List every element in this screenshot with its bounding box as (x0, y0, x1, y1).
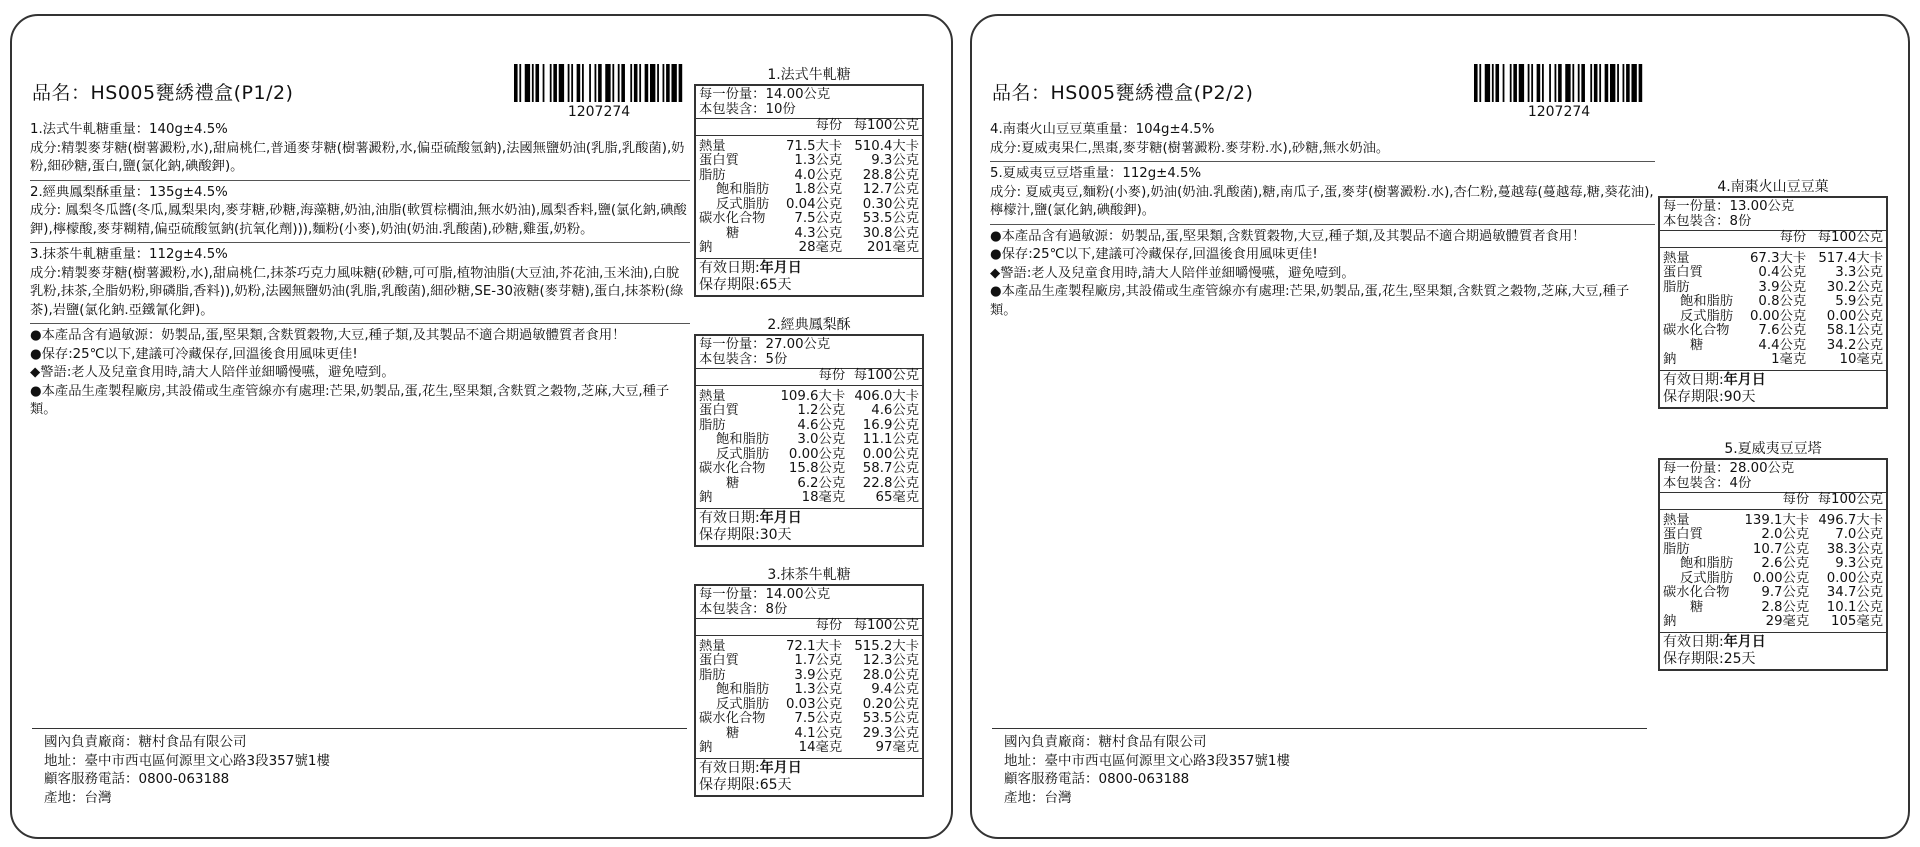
nutrition-row: 鈉 1毫克 10毫克 (1663, 352, 1883, 367)
allergen-note: ●本產品含有過敏源：奶製品,蛋,堅果類,含麩質穀物,大豆,種子類,及其製品不適合期過敏體質者食用！ (990, 228, 1586, 244)
nutrition-panel (694, 566, 924, 797)
barcode-bar (519, 64, 521, 102)
nutrition-box (694, 584, 924, 797)
barcode-bar (650, 64, 655, 102)
nutrition-row: 飽和脂肪 2.6公克 9.3公克 (1680, 556, 1883, 571)
barcode-bar (577, 64, 581, 102)
nutrition-row: 碳水化合物 15.8公克 58.7公克 (699, 461, 919, 476)
nutrition-row: 鈉 18毫克 65毫克 (699, 490, 919, 505)
nutrition-row: 飽和脂肪 0.8公克 5.9公克 (1680, 294, 1883, 309)
barcode-bar (582, 64, 584, 102)
barcode-bar (1485, 64, 1490, 102)
barcode-bar (1474, 64, 1478, 102)
nutrition-panel (1658, 178, 1888, 409)
product-title: 品名：HS005甕綉禮盒(P1/2) (32, 82, 294, 104)
nutrition-row: 脂肪 3.9公克 28.0公克 (699, 667, 919, 683)
col-per-serving: 每份 (1739, 493, 1812, 509)
barcode-bar (1503, 64, 1505, 102)
servings-per-pack: 本包裝含：8份 (699, 602, 788, 617)
barcode-bar (630, 64, 632, 102)
serving-size: 每一份量：28.00公克 (1663, 461, 1795, 476)
storage-note: ●保存:25℃以下,建議可冷藏保存,回溫後食用風味更佳! (30, 346, 358, 362)
barcode-number: 1207274 (567, 104, 631, 120)
label-card-left (10, 14, 953, 839)
ingredient-heading: 5.夏威夷豆豆塔重量：112g±4.5% (990, 166, 1202, 181)
serving-size: 每一份量：14.00公克 (699, 87, 831, 102)
servings-per-pack: 本包裝含：5份 (699, 352, 788, 367)
barcode-bar (1558, 64, 1562, 102)
barcode-bar (1581, 64, 1585, 102)
notes (990, 227, 1655, 321)
barcode-bar (634, 64, 638, 102)
nutrition-row: 碳水化合物 7.6公克 58.1公克 (1663, 323, 1883, 338)
nutrition-row: 糖 4.4公克 34.2公克 (1690, 337, 1883, 353)
nutrition-row: 糖 4.1公克 29.3公克 (726, 725, 919, 741)
ingredient-block (30, 183, 690, 244)
nutrition-row: 脂肪 4.6公克 16.9公克 (699, 417, 919, 433)
expiry-date: 有效日期:年月日 (699, 259, 802, 276)
barcode-bar (1495, 64, 1499, 102)
product-title: 品名：HS005甕綉禮盒(P2/2) (992, 82, 1254, 104)
barcode-bar (1542, 64, 1544, 102)
nutrition-product-name: 4.南棗火山豆豆菓 (1717, 179, 1829, 195)
nutrition-row: 蛋白質 2.0公克 7.0公克 (1663, 527, 1883, 542)
barcode-bar (543, 64, 545, 102)
ingredient-block (30, 120, 690, 181)
col-per-serving: 每份 (775, 369, 848, 385)
servings-per-pack: 本包裝含：10份 (699, 102, 796, 117)
barcode-bar (1555, 64, 1557, 102)
barcode-bar (1537, 64, 1541, 102)
shelf-life: 保存期限:65天 (699, 276, 792, 293)
col-per-100g: 每100公克 (848, 369, 922, 385)
warning-note: ◆警語:老人及兒童食用時,請大人陪伴並細嚼慢嚥，避免噎到。 (30, 365, 395, 380)
barcode-number: 1207274 (1527, 104, 1591, 120)
barcode-bar (1610, 64, 1615, 102)
nutrition-row: 反式脂肪 0.04公克 0.30公克 (716, 196, 919, 212)
expiry-date: 有效日期:年月日 (1663, 371, 1766, 388)
barcode-icon (514, 64, 684, 102)
notes (30, 326, 690, 420)
serving-size: 每一份量：14.00公克 (699, 587, 831, 602)
barcode-bar (605, 64, 610, 102)
ingredient-text: 成分: 鳳梨冬瓜醬(冬瓜,鳳梨果肉,麥芽糖,砂糖,海藻糖,奶油,油脂(軟質棕櫚油,無水奶油),鳳梨香料,鹽(氯化鈉,碘酸鉀),檸檬酸,麥芽糊精,偏亞硫酸氫鈉(抗氧化劑))),麵粉(小麥),奶油(奶油.乳酸菌),砂糖,雞蛋,奶粉。 (30, 203, 687, 237)
nutrition-row: 熱量 109.6大卡 406.0大卡 (699, 388, 919, 404)
shelf-life: 保存期限:25天 (1663, 650, 1756, 667)
barcode-bar (1639, 64, 1643, 102)
barcode-bar (589, 64, 591, 102)
nutrition-product-name: 1.法式牛軋糖 (767, 67, 851, 83)
nutrition-product-name: 5.夏威夷豆豆塔 (1724, 441, 1822, 457)
barcode-bar (618, 64, 620, 102)
nutrition-row: 熱量 71.5大卡 510.4大卡 (699, 138, 919, 154)
nutrition-table (1660, 493, 1886, 632)
barcode-bar (525, 64, 530, 102)
col-per-serving: 每份 (778, 619, 845, 635)
barcode-bar (1565, 64, 1570, 102)
ingredient-text: 成分:精製麥芽糖(樹薯澱粉,水),甜扁桃仁,抹茶巧克力風味糖(砂糖,可可脂,植物油脂(大豆油,芥花油,玉米油),白脫乳粉,抹茶,全脂奶粉,卵磷脂,香料)),奶粉,法國無鹽奶油(乳脂,乳酸菌),細砂糖,SE-30液糖(麥芽糖),蛋白,抹茶粉(綠茶),岩鹽(氯化鈉.亞鐵氰化鉀)。 (30, 265, 684, 318)
ingredient-list (30, 120, 690, 420)
col-per-100g: 每100公克 (845, 619, 922, 635)
ingredient-text: 成分:精製麥芽糖(樹薯澱粉,水),甜扁桃仁,普通麥芽糖(樹薯澱粉,水,偏亞硫酸氫鈉),法國無鹽奶油(乳脂,乳酸菌),奶粉,細砂糖,蛋白,鹽(氯化鈉,碘酸鉀)。 (30, 140, 685, 174)
label-card-right (970, 14, 1910, 839)
manufacturer-info (992, 728, 1647, 807)
barcode-bar (514, 64, 518, 102)
nutrition-row: 鈉 14毫克 97毫克 (699, 740, 919, 755)
nutrition-row: 飽和脂肪 3.0公克 11.1公克 (716, 432, 919, 447)
origin: 產地：台灣 (1004, 789, 1072, 806)
barcode-bar (571, 64, 573, 102)
nutrition-panel (694, 66, 924, 297)
nutrition-product-name: 3.抹茶牛軋糖 (767, 567, 851, 583)
serving-size: 每一份量：27.00公克 (699, 337, 831, 352)
col-per-100g: 每100公克 (1812, 493, 1886, 509)
nutrition-product-name: 2.經典鳳梨酥 (767, 317, 851, 333)
facility-note: ●本產品生產製程廠房,其設備或生產管線亦有處理:芒果,奶製品,蛋,花生,堅果類,含麩質之穀物,芝麻,大豆,種子類。 (990, 284, 1630, 318)
expiry-date: 有效日期:年月日 (699, 509, 802, 526)
nutrition-table (696, 619, 922, 758)
barcode-bar (1617, 64, 1619, 102)
origin: 產地：台灣 (44, 789, 112, 806)
nutrition-table (696, 119, 922, 258)
barcode-bar (657, 64, 659, 102)
barcode-bar (598, 64, 602, 102)
barcode-bar (1519, 64, 1524, 102)
storage-note: ●保存:25℃以下,建議可冷藏保存,回溫後食用風味更佳! (990, 247, 1318, 262)
nutrition-row: 脂肪 10.7公克 38.3公克 (1663, 541, 1883, 557)
nutrition-row: 反式脂肪 0.03公克 0.20公克 (716, 696, 919, 712)
nutrition-row: 碳水化合物 9.7公克 34.7公克 (1663, 585, 1883, 600)
nutrition-row: 熱量 67.3大卡 517.4大卡 (1663, 250, 1883, 266)
barcode-bar (1549, 64, 1551, 102)
barcode-bar (553, 64, 557, 102)
barcode-bar (559, 64, 564, 102)
barcode-bar (666, 64, 670, 102)
nutrition-row: 反式脂肪 0.00公克 0.00公克 (1680, 570, 1883, 586)
barcode-bar (671, 64, 676, 102)
ingredient-heading: 3.抹茶牛軋糖重量：112g±4.5% (30, 247, 228, 262)
barcode-bar (1531, 64, 1533, 102)
nutrition-row: 糖 2.8公克 10.1公克 (1690, 599, 1883, 615)
nutrition-row: 鈉 28毫克 201毫克 (699, 240, 919, 255)
barcode-bar (1623, 64, 1625, 102)
nutrition-panel (1658, 440, 1888, 671)
nutrition-row: 碳水化合物 7.5公克 53.5公克 (699, 211, 919, 226)
nutrition-row: 反式脂肪 0.00公克 0.00公克 (1680, 308, 1883, 324)
nutrition-row: 糖 4.3公克 30.8公克 (726, 225, 919, 241)
barcode-bar (1605, 64, 1609, 102)
barcode-bar (639, 64, 641, 102)
nutrition-row: 熱量 139.1大卡 496.7大卡 (1663, 512, 1883, 528)
barcode-bar (1631, 64, 1636, 102)
barcode-bar (532, 64, 534, 102)
nutrition-row: 脂肪 4.0公克 28.8公克 (699, 167, 919, 183)
ingredient-text: 成分:夏威夷果仁,黑棗,麥芽糖(樹薯澱粉.麥芽粉.水),砂糖,無水奶油。 (990, 140, 1390, 156)
barcode (1474, 64, 1644, 120)
ingredient-heading: 2.經典鳳梨酥重量：135g±4.5% (30, 184, 228, 200)
barcode-bar (568, 64, 570, 102)
col-per-serving: 每份 (1742, 231, 1809, 247)
nutrition-row: 蛋白質 1.3公克 9.3公克 (699, 153, 919, 168)
col-per-serving: 每份 (778, 119, 845, 135)
nutrition-row: 反式脂肪 0.00公克 0.00公克 (716, 446, 919, 462)
customer-service-phone: 顧客服務電話：0800-063188 (1004, 771, 1190, 787)
col-per-100g: 每100公克 (845, 119, 922, 135)
expiry-date: 有效日期:年月日 (699, 759, 802, 776)
nutrition-row: 熱量 72.1大卡 515.2大卡 (699, 638, 919, 654)
barcode-bar (1492, 64, 1494, 102)
barcode (514, 64, 684, 120)
barcode-bar (1528, 64, 1530, 102)
nutrition-row: 蛋白質 1.7公克 12.3公克 (699, 653, 919, 668)
barcode-bar (1590, 64, 1592, 102)
shelf-life: 保存期限:90天 (1663, 388, 1756, 405)
manufacturer-name: 國內負責廠商：糖村食品有限公司 (44, 734, 247, 750)
manufacturer-info (32, 728, 687, 807)
ingredient-list (990, 120, 1655, 320)
ingredient-heading: 1.法式牛軋糖重量：140g±4.5% (30, 122, 228, 137)
ingredient-block (30, 245, 690, 324)
barcode-bar (645, 64, 649, 102)
warning-note: ◆警語:老人及兒童食用時,請大人陪伴並細嚼慢嚥，避免噎到。 (990, 265, 1355, 281)
nutrition-row: 飽和脂肪 1.3公克 9.4公克 (716, 682, 919, 697)
facility-note: ●本產品生產製程廠房,其設備或生產管線亦有處理:芒果,奶製品,蛋,花生,堅果類,含麩質之穀物,芝麻,大豆,種子類。 (30, 383, 670, 417)
barcode-bar (1479, 64, 1481, 102)
barcode-bar (1513, 64, 1517, 102)
barcode-bar (535, 64, 539, 102)
servings-per-pack: 本包裝含：8份 (1663, 214, 1752, 229)
barcode-bar (663, 64, 665, 102)
nutrition-row: 蛋白質 1.2公克 4.6公克 (699, 403, 919, 418)
nutrition-table (1660, 231, 1886, 370)
nutrition-panel (694, 316, 924, 547)
barcode-bar (1626, 64, 1630, 102)
nutrition-row: 碳水化合物 7.5公克 53.5公克 (699, 711, 919, 726)
allergen-note: ●本產品含有過敏源：奶製品,蛋,堅果類,含麩質穀物,大豆,種子類,及其製品不適合期過敏體質者食用！ (30, 328, 626, 343)
customer-service-phone: 顧客服務電話：0800-063188 (44, 771, 230, 787)
manufacturer-address: 地址：臺中市西屯區何源里文心路3段357號1樓 (44, 752, 330, 769)
manufacturer-name: 國內負責廠商：糖村食品有限公司 (1004, 734, 1207, 750)
shelf-life: 保存期限:30天 (699, 526, 792, 543)
barcode-bar (595, 64, 597, 102)
barcode-bar (1578, 64, 1580, 102)
nutrition-box (1658, 196, 1888, 409)
nutrition-row: 飽和脂肪 1.8公克 12.7公克 (716, 182, 919, 197)
nutrition-row: 鈉 29毫克 105毫克 (1663, 614, 1883, 629)
expiry-date: 有效日期:年月日 (1663, 633, 1766, 650)
nutrition-box (694, 334, 924, 547)
col-per-100g: 每100公克 (1809, 231, 1886, 247)
serving-size: 每一份量：13.00公克 (1663, 199, 1795, 214)
ingredient-heading: 4.南棗火山豆豆菓重量：104g±4.5% (990, 122, 1215, 137)
manufacturer-address: 地址：臺中市西屯區何源里文心路3段357號1樓 (1004, 752, 1290, 769)
nutrition-box (694, 84, 924, 297)
shelf-life: 保存期限:65天 (699, 776, 792, 793)
ingredient-block (990, 120, 1655, 162)
barcode-bar (550, 64, 552, 102)
barcode-bar (612, 64, 614, 102)
barcode-bar (621, 64, 625, 102)
barcode-bar (679, 64, 683, 102)
nutrition-row: 蛋白質 0.4公克 3.3公克 (1663, 265, 1883, 280)
barcode-bar (1599, 64, 1601, 102)
barcode-bar (1510, 64, 1512, 102)
barcode-bar (1594, 64, 1598, 102)
ingredient-block (990, 164, 1655, 225)
nutrition-table (696, 369, 922, 508)
nutrition-box (1658, 458, 1888, 671)
barcode-bar (1572, 64, 1574, 102)
servings-per-pack: 本包裝含：4份 (1663, 476, 1752, 491)
ingredient-text: 成分: 夏威夷豆,麵粉(小麥),奶油(奶油.乳酸菌),糖,南瓜子,蛋,麥芽(樹薯澱粉.水),杏仁粉,蔓越莓(蔓越莓,糖,葵花油),檸檬汁,鹽(氯化鈉,碘酸鉀)。 (990, 184, 1654, 218)
nutrition-row: 脂肪 3.9公克 30.2公克 (1663, 279, 1883, 295)
nutrition-row: 糖 6.2公克 22.8公克 (726, 475, 919, 491)
barcode-icon (1474, 64, 1644, 102)
